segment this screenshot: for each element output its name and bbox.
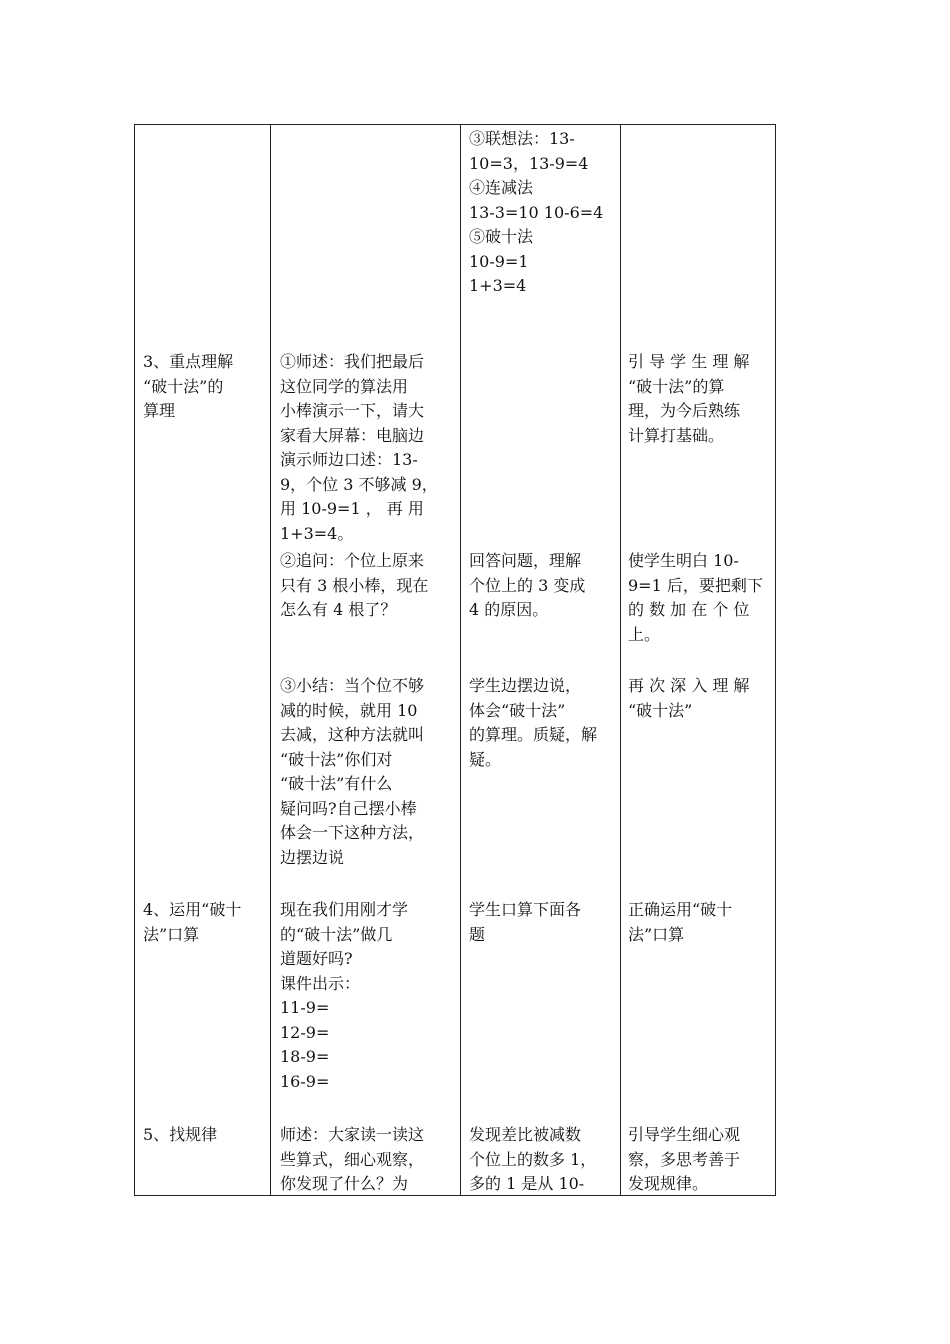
cell-line: 疑问吗?自己摆小棒 bbox=[280, 798, 417, 818]
cell-line: 算理 bbox=[143, 401, 176, 420]
cell-line: 体会“破十法” bbox=[469, 700, 566, 720]
cell-line: 发现规律。 bbox=[628, 1174, 709, 1193]
cell-line: 只有 3 根小棒，现在 bbox=[280, 575, 429, 595]
cell-line: 的“破十法”做几 bbox=[280, 924, 393, 944]
cell-line: 的算理。质疑，解 bbox=[469, 725, 598, 744]
cell-line: 3、重点理解 bbox=[143, 352, 234, 371]
cell-line: 5、找规律 bbox=[143, 1125, 218, 1144]
cell-line: 12-9= bbox=[280, 1022, 330, 1042]
cell-line: 回答问题，理解 bbox=[469, 551, 582, 570]
cell-line: 小棒演示一下，请大 bbox=[280, 401, 425, 420]
column-divider bbox=[620, 125, 621, 1195]
intent-cell bbox=[628, 898, 768, 947]
cell-line: 用 10-9=1 ， 再 用 bbox=[280, 499, 424, 518]
cell-line: 13-3=10 10-6=4 bbox=[469, 202, 604, 222]
intent-cell bbox=[628, 549, 768, 647]
cell-line: 发现差比被减数 bbox=[469, 1125, 582, 1144]
cell-line: 9=1 后，要把剩下 bbox=[628, 575, 763, 595]
step-cell bbox=[143, 1123, 264, 1148]
cell-line: 引 导 学 生 理 解 bbox=[628, 352, 750, 371]
cell-line: 你发现了什么？为 bbox=[280, 1174, 409, 1193]
cell-line: 减的时候，就用 10 bbox=[280, 700, 418, 720]
student-cell bbox=[469, 1123, 611, 1197]
cell-line: ③小结：当个位不够 bbox=[280, 676, 425, 695]
cell-line: 这位同学的算法用 bbox=[280, 376, 409, 396]
student-cell bbox=[469, 674, 611, 772]
student-cell bbox=[469, 898, 611, 947]
cell-line: 怎么有 4 根了？ bbox=[280, 600, 397, 619]
cell-line: ③联想法：13- bbox=[469, 129, 575, 148]
student-cell bbox=[469, 127, 611, 299]
cell-line: 10-9=1 bbox=[469, 251, 529, 271]
column-divider bbox=[270, 125, 271, 1195]
cell-line: 课件出示： bbox=[280, 973, 361, 993]
column-divider bbox=[460, 125, 461, 1195]
cell-line: 去减，这种方法就叫 bbox=[280, 725, 425, 744]
cell-line: 法”口算 bbox=[143, 924, 200, 944]
cell-line: 使学生明白 10- bbox=[628, 551, 739, 570]
cell-line: 家看大屏幕：电脑边 bbox=[280, 425, 425, 445]
cell-line: 4、运用“破十 bbox=[143, 900, 242, 919]
intent-cell bbox=[628, 674, 768, 723]
cell-line: 察，多思考善于 bbox=[628, 1149, 741, 1169]
cell-line: 疑。 bbox=[469, 749, 502, 769]
teacher-cell bbox=[280, 350, 452, 546]
lesson-plan-table bbox=[134, 124, 776, 1196]
cell-line: 计算打基础。 bbox=[628, 425, 725, 445]
teacher-cell bbox=[280, 549, 452, 623]
cell-line: ②追问：个位上原来 bbox=[280, 551, 425, 570]
cell-line: 学生边摆边说， bbox=[469, 676, 582, 695]
cell-line: 个位上的 3 变成 bbox=[469, 575, 586, 595]
step-cell bbox=[143, 898, 264, 947]
cell-line: 体会一下这种方法， bbox=[280, 823, 425, 842]
cell-line: “破十法” bbox=[628, 700, 693, 720]
cell-line: ①师述：我们把最后 bbox=[280, 352, 425, 371]
cell-line: 18-9= bbox=[280, 1047, 330, 1066]
cell-line: 4 的原因。 bbox=[469, 600, 549, 619]
cell-line: 个位上的数多 1， bbox=[469, 1149, 597, 1169]
cell-line: “破十法”你们对 bbox=[280, 749, 393, 769]
cell-line: 法”口算 bbox=[628, 924, 685, 944]
cell-line: 师述：大家读一读这 bbox=[280, 1125, 425, 1144]
cell-line: “破十法”的算 bbox=[628, 376, 725, 396]
cell-line: 理，为今后熟练 bbox=[628, 401, 741, 420]
cell-line: 再 次 深 入 理 解 bbox=[628, 676, 750, 695]
cell-line: 16-9= bbox=[280, 1071, 330, 1091]
cell-line: 1+3=4。 bbox=[280, 523, 354, 543]
teacher-cell bbox=[280, 1123, 452, 1197]
cell-line: 10=3，13-9=4 bbox=[469, 153, 589, 173]
cell-line: ⑤破十法 bbox=[469, 227, 534, 246]
cell-line: “破十法”的 bbox=[143, 376, 224, 396]
student-cell bbox=[469, 549, 611, 623]
cell-line: 道题好吗? bbox=[280, 949, 353, 968]
cell-line: 的 数 加 在 个 位 bbox=[628, 600, 750, 619]
cell-line: 现在我们用刚才学 bbox=[280, 900, 409, 919]
cell-line: 1+3=4 bbox=[469, 276, 527, 295]
cell-line: 演示师边口述：13- bbox=[280, 450, 418, 469]
cell-line: 引导学生细心观 bbox=[628, 1125, 741, 1144]
cell-line: 9，个位 3 不够减 9， bbox=[280, 474, 438, 494]
cell-line: 学生口算下面各 bbox=[469, 900, 582, 919]
cell-line: 些算式，细心观察， bbox=[280, 1149, 425, 1169]
cell-line: 多的 1 是从 10- bbox=[469, 1174, 585, 1193]
cell-line: 11-9= bbox=[280, 998, 330, 1017]
step-cell bbox=[143, 350, 264, 424]
cell-line: 边摆边说 bbox=[280, 847, 345, 867]
cell-line: 正确运用“破十 bbox=[628, 900, 733, 919]
cell-line: 题 bbox=[469, 924, 486, 944]
cell-line: “破十法”有什么 bbox=[280, 774, 393, 793]
intent-cell bbox=[628, 350, 768, 448]
cell-line: 上。 bbox=[628, 624, 661, 644]
intent-cell bbox=[628, 1123, 768, 1197]
teacher-cell bbox=[280, 674, 452, 870]
cell-line: ④连减法 bbox=[469, 178, 534, 197]
teacher-cell bbox=[280, 898, 452, 1094]
